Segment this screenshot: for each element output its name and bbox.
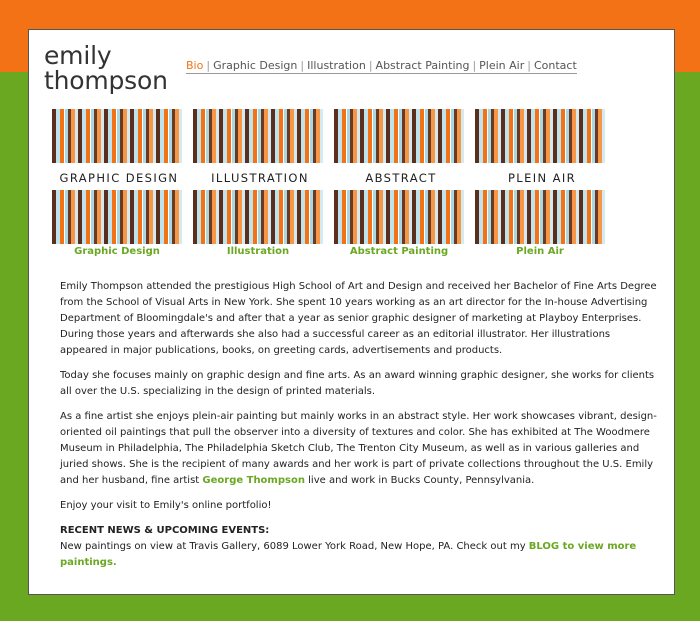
george-thompson-link[interactable]: George Thompson xyxy=(202,475,305,486)
bio-paragraph-3 xyxy=(60,409,660,489)
main-nav xyxy=(186,59,577,74)
nav-plein-air[interactable]: Plein Air xyxy=(479,59,525,72)
page-container xyxy=(28,29,675,595)
news-text xyxy=(60,539,660,571)
bio-paragraph-3-end: live and work in Bucks County, Pennsylvania. xyxy=(308,475,535,486)
blog-link[interactable]: BLOG to view more paintings. xyxy=(60,541,637,568)
nav-separator: | xyxy=(472,59,477,72)
news-title: RECENT NEWS & UPCOMING EVENTS: xyxy=(60,525,270,536)
nav-contact[interactable]: Contact xyxy=(533,59,577,72)
nav-separator: | xyxy=(300,59,305,72)
tile-graphic-design-top[interactable] xyxy=(52,109,182,163)
logo-line-2: thompson xyxy=(44,66,168,95)
nav-graphic-design[interactable]: Graphic Design xyxy=(213,59,298,72)
bio-paragraph-4: Enjoy your visit to Emily's online portfolio! xyxy=(60,500,272,511)
tile-link-illustration[interactable]: Illustration xyxy=(226,246,290,257)
tile-plein-air-bottom[interactable] xyxy=(475,190,605,244)
tile-label-abstract: ABSTRACT xyxy=(365,171,437,185)
logo-line-1: emily xyxy=(44,41,112,70)
news-section xyxy=(60,523,660,571)
tile-illustration-bottom[interactable] xyxy=(193,190,323,244)
nav-abstract-painting[interactable]: Abstract Painting xyxy=(375,59,470,72)
bio-paragraph-1: Emily Thompson attended the prestigious High School of Art and Design and received her Bachelor of Fine Arts Degree from the School of Visual Arts in New York. She spent 10 years working as an art director for the In-house Advertising Department of Bloomingdale's and after that a year as senior graphic designer of marketing at Playboy Enterprises. During those years and afterwards she also had a successful career as an editorial illustrator. Her illustrations appeared in major publications, books, on greeting cards, advertisements and products. xyxy=(60,281,657,356)
bio-paragraph-2: Today she focuses mainly on graphic design and fine arts. As an award winning graphic designer, she works for clients all over the U.S. specializing in the design of printed materials. xyxy=(60,370,655,397)
nav-illustration[interactable]: Illustration xyxy=(307,59,366,72)
tile-label-graphic-design: GRAPHIC DESIGN xyxy=(59,171,179,185)
bio-paragraph-3-text: As a fine artist she enjoys plein-air painting but mainly works in an abstract style. Her work showcases vibrant, design-oriented oil paintings that pull the observer into a diversity of textures and color. She has exhibited at The Woodmere Museum in Philadelphia, The Philadelphia Sketch Club, The Trenton City Museum, as well as in various galleries and juried shows. She is the recipient of many awards and her work is part of private collections throughout the U.S. Emily and her husband, fine artist xyxy=(60,411,657,486)
nav-separator: | xyxy=(206,59,211,72)
news-body: New paintings on view at Travis Gallery, 6089 Lower York Road, New Hope, PA. Check out my xyxy=(60,541,526,552)
site-logo[interactable] xyxy=(44,43,168,93)
bio-content xyxy=(60,279,660,571)
tile-label-illustration: ILLUSTRATION xyxy=(211,171,309,185)
tile-abstract-top[interactable] xyxy=(334,109,464,163)
tile-graphic-design-bottom[interactable] xyxy=(52,190,182,244)
tile-illustration-top[interactable] xyxy=(193,109,323,163)
nav-separator: | xyxy=(527,59,531,72)
tile-abstract-bottom[interactable] xyxy=(334,190,464,244)
tile-link-plein-air[interactable]: Plein Air xyxy=(516,246,564,257)
nav-separator: | xyxy=(368,59,373,72)
nav-bio[interactable]: Bio xyxy=(186,59,204,72)
tile-plein-air-top[interactable] xyxy=(475,109,605,163)
tile-link-abstract-painting[interactable]: Abstract Painting xyxy=(349,246,449,257)
tile-label-plein-air: PLEIN AIR xyxy=(507,171,577,185)
tile-link-graphic-design[interactable]: Graphic Design xyxy=(74,246,160,257)
